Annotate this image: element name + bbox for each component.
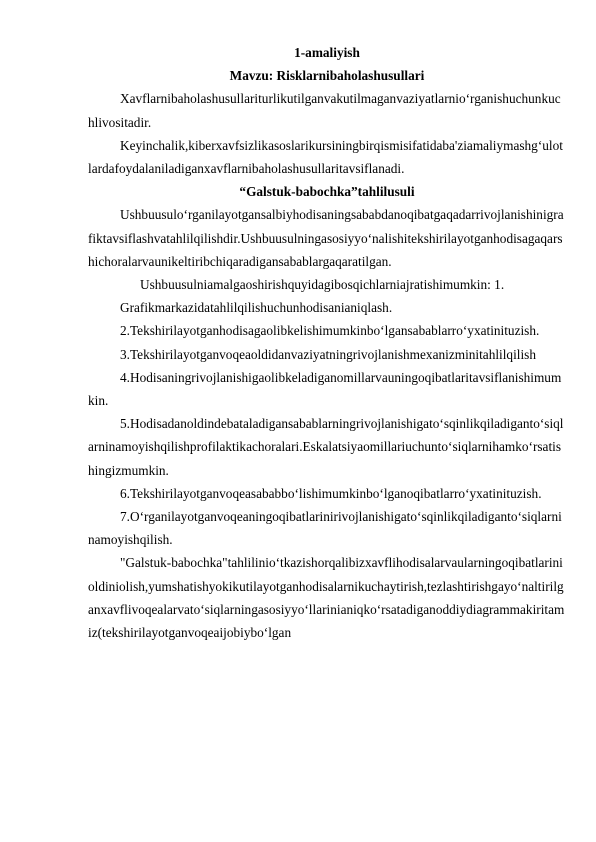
step-1: Grafikmarkazidatahlilqilishuchunhodisanianiqlash. [120, 300, 393, 316]
step-5: 5.Hodisadanoldindebataladigansabablarningrivojlanishigato‘sqinlikqiladiganto‘siqlarninamoyishqilishprofilaktikachoralari.Eskalatsiyaomillariuchunto‘siqlarnihamko‘rsatishingizmumkin. [88, 416, 564, 478]
paragraph-bowtie-analysis: "Galstuk-babochka"tahlilinio‘tkazishorqalibizxavflihodisalarvaularningoqibatlarinioldiniolish,yumshatishyokikutilayotganhodisalarnikuchaytirish,tezlashtirishgayo‘naltirilganxavflivoqealarvato‘siqlarningasosiyyo‘llarinianiqko‘rsatadiganoddiydiagrammakiritamiz(tekshirilayotganvoqeaijobiybo‘lgan [88, 555, 565, 641]
paragraph-intro-2: Keyinchalik,kiberxavfsizlikasoslarikursiningbirqismisifatidaba'ziamaliymashg‘ulotlardafoydalaniladiganxavflarnibaholashusullaritavsiflanadi. [88, 137, 563, 177]
document-subtitle: Mavzu: Risklarnibaholashusullari [229, 68, 425, 84]
step-2: 2.Tekshirilayotganhodisagaolibkelishimumkinbo‘lgansabablarro‘yxatinituzish. [120, 323, 540, 339]
step-7: 7.O‘rganilayotganvoqeaningoqibatlarinirivojlanishigato‘sqinlikqiladiganto‘siqlarninamoyishqilish. [88, 509, 562, 548]
section-heading: “Galstuk-babochka”tahlilusuli [239, 184, 415, 200]
step-4: 4.Hodisaningrivojlanishigaolibkeladiganomillarvauningoqibatlaritavsiflanishimumkin. [88, 369, 562, 409]
document-title: 1-amaliyish [294, 45, 360, 60]
paragraph-method-description: Ushbuusulo‘rganilayotgansalbiyhodisaningsababdanoqibatgaqadarrivojlanishinigrafiktavsiflashvatahlilqilishdir.Ushbuusulningasosiyyo‘nalishitekshirilayotganhodisagaqarshichoralarvaunikeltiribchiqaradigansabablargaqaratilgan. [88, 207, 564, 269]
paragraph-stages-intro: Ushbuusulniamalgaoshirishquyidagibosqichlarniajratishimumkin: 1. [140, 277, 505, 293]
paragraph-intro-1: Xavflarnibaholashusullariturlikutilganvakutilmaganvaziyatlarnio‘rganishuchunkuchlivositadir. [88, 91, 561, 130]
step-6: 6.Tekshirilayotganvoqeasababbo‘lishimumkinbo‘lganoqibatlarro‘yxatinituzish. [120, 485, 542, 501]
step-3: 3.Tekshirilayotganvoqeaoldidanvaziyatningrivojlanishmexanizminitahlilqilish [120, 346, 536, 362]
